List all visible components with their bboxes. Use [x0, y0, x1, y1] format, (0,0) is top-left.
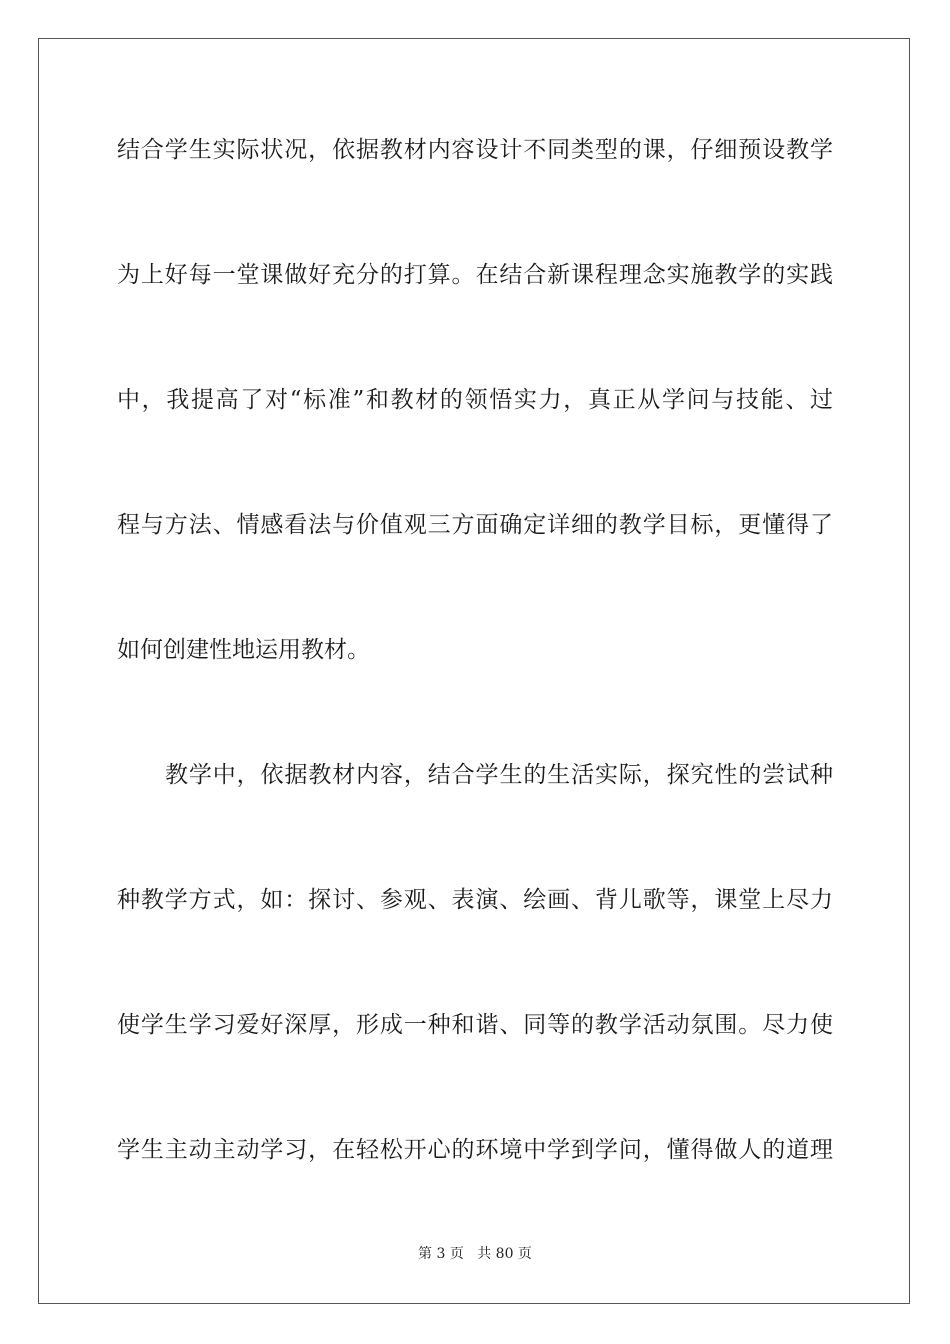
page-number: 第 3 页 — [418, 1246, 464, 1262]
page-border — [38, 38, 910, 1304]
page-footer — [0, 1244, 950, 1264]
page-total: 共 80 页 — [477, 1246, 532, 1262]
text-line: 如何创建性地运用教材。 — [117, 637, 370, 663]
text-line: 学生主动主动学习，在轻松开心的环境中学到学问，懂得做人的道理 — [117, 1137, 833, 1163]
text-line: 中，我提高了对“标准”和教材的领悟实力，真正从学问与技能、过 — [117, 387, 833, 413]
text-line: 结合学生实际状况，依据教材内容设计不同类型的课，仔细预设教学 — [117, 137, 833, 163]
text-line: 程与方法、情感看法与价值观三方面确定详细的教学目标，更懂得了 — [117, 512, 833, 538]
text-line: 教学中，依据教材内容，结合学生的生活实际，探究性的尝试种 — [165, 762, 833, 788]
text-line: 种教学方式，如：探讨、参观、表演、绘画、背儿歌等，课堂上尽力 — [117, 887, 833, 913]
text-line: 为上好每一堂课做好充分的打算。在结合新课程理念实施教学的实践 — [117, 262, 833, 288]
text-line: 使学生学习爱好深厚，形成一种和谐、同等的教学活动氛围。尽力使 — [117, 1012, 833, 1038]
